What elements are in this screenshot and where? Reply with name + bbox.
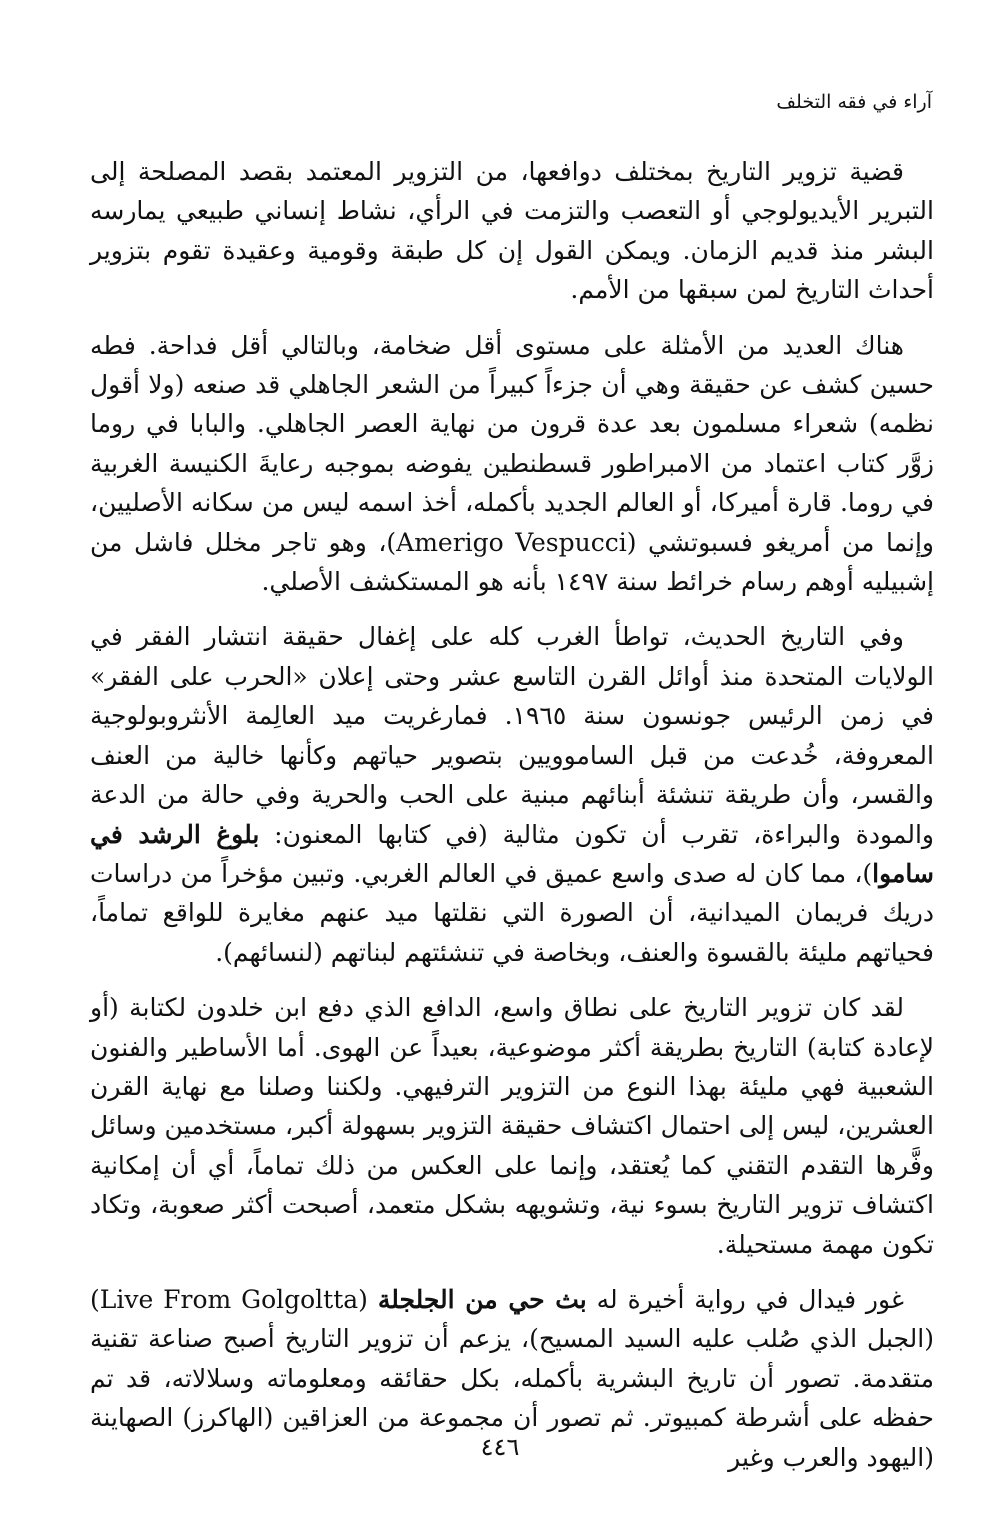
paragraph-1: قضية تزوير التاريخ بمختلف دوافعها، من التزوير المعتمد بقصد المصلحة إلى التبرير الأيديولوجي أو التعصب والتزمت في الرأي، نشاط إنساني طبيعي يمارسه البشر منذ قديم الزمان. ويمكن القول إن كل طبقة وقومية وعقيدة تقوم بتزوير أحداث التاريخ لمن سبقها من الأمم. bbox=[90, 157, 934, 305]
paragraph-3 bbox=[90, 617, 934, 972]
body-text bbox=[90, 152, 934, 1477]
novel-title-bold: بث حي من الجلجلة bbox=[377, 1284, 587, 1314]
paragraph-4: لقد كان تزوير التاريخ على نطاق واسع، الدافع الذي دفع ابن خلدون لكتابة (أو لإعادة كتابة) التاريخ بطريقة أكثر موضوعية، بعيداً عن الهوى. أما الأساطير والفنون الشعبية فهي مليئة بهذا النوع من التزوير الترفيهي. ولكننا وصلنا مع نهاية القرن العشرين، ليس إلى احتمال اكتشاف حقيقة التزوير بسهولة أكبر، مستخدمين وسائل وفَّرها التقدم التقني كما يُعتقد، وإنما على العكس من ذلك تماماً، أي أن إمكانية اكتشاف تزوير التاريخ بسوء نية، وتشويهه بشكل متعمد، أصبحت أكثر صعوبة، وتكاد تكون مهمة مستحيلة. bbox=[90, 993, 934, 1259]
book-title-bold: بلوغ الرشد في ساموا bbox=[90, 819, 934, 888]
latin-title: (Live From Golgoltta) bbox=[90, 1284, 368, 1314]
paragraph-5-text-a: غور فيدال في رواية أخيرة له bbox=[586, 1284, 904, 1314]
running-header: آراء في فقه التخلف bbox=[776, 91, 932, 113]
paragraph-3-text-b: )، مما كان له صدى واسع عميق في العالم الغربي. وتبين مؤخراً من دراسات دريك فريمان الميدانية، أن الصورة التي نقلتها ميد عنهم مغايرة للواقع تماماً، فحياتهم مليئة بالقسوة والعنف، وبخاصة في تنشئتهم لبناتهم (لنسائهم). bbox=[90, 858, 934, 967]
paragraph-3-text-a: وفي التاريخ الحديث، تواطأ الغرب كله على إغفال حقيقة انتشار الفقر في الولايات المتحدة منذ أوائل القرن التاسع عشر وحتى إعلان «الحرب على الفقر» في زمن الرئيس جونسون سنة ١٩٦٥. فمارغريت ميد العالِمة الأنثروبولوجية المعروفة، خُدعت من قبل الساموويين بتصوير حياتهم وكأنها خالية من العنف والقسر، وأن طريقة تنشئة أبنائهم مبنية على الحب والحرية وفي حالة من الدعة والمودة والبراءة، تقرب أن تكون مثالية (في كتابها المعنون: bbox=[90, 622, 935, 849]
paragraph-5-text-b: (الجبل الذي صُلب عليه السيد المسيح)، يزعم أن تزوير التاريخ أصبح صناعة تقنية متقدمة. تصور أن تاريخ البشرية بأكمله، بكل حقائقه ومعلوماته وسلالاته، قد تم حفظه على أشرطة كمبيوتر. ثم تصور أن مجموعة من العزاقين (الهاكرز) الصهاينة (اليهود والعرب وغير bbox=[90, 1324, 934, 1472]
page-number: ٤٤٦ bbox=[480, 1433, 520, 1461]
paragraph-2 bbox=[90, 326, 934, 602]
latin-name: (Amerigo Vespucci) bbox=[386, 527, 637, 557]
paragraph-2-text-b: ، وهو تاجر مخلل فاشل من إشبيليه أوهم رسام خرائط سنة ١٤٩٧ بأنه هو المستكشف الأصلي. bbox=[90, 527, 934, 597]
paragraph-2-text-a: هناك العديد من الأمثلة على مستوى أقل ضخامة، وبالتالي أقل فداحة. فطه حسين كشف عن حقيقة وهي أن جزءاً كبيراً من الشعر الجاهلي قد صنعه (ولا أقول نظمه) شعراء مسلمون بعد عدة قرون من نهاية العصر الجاهلي. والبابا في روما زوَّر كتاب اعتماد من الامبراطور قسطنطين يفوضه بموجبه رعايةَ الكنيسة الغربية في روما. قارة أميركا، أو العالم الجديد بأكمله، أخذ اسمه ليس من سكانه الأصليين، وإنما من أمريغو فسبوتشي bbox=[90, 330, 935, 557]
